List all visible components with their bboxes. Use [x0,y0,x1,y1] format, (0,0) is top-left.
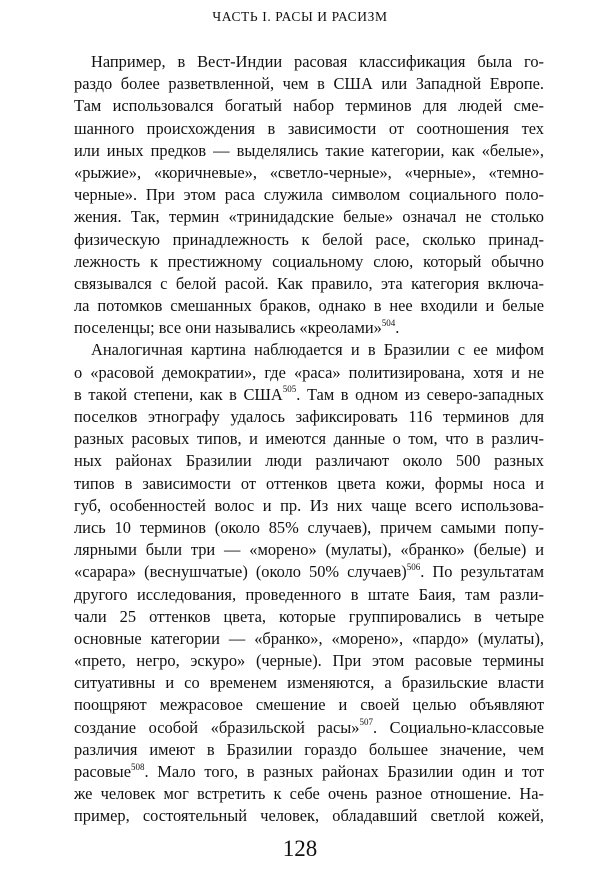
text-line: чали 25 оттенков цвета, которые группировались в четыре [74,606,544,626]
text-line: основные категории — «бранко», «морено», «пардо» (мулаты), [74,628,544,648]
text-line: ла потомков смешанных браков, однако в нее входили и белые [74,296,544,316]
footnote-ref: 505 [282,384,297,395]
text-line: физическую принадлежность к белой расе, сколько принад- [74,229,544,249]
text-line: или иных предков — выделялись такие категории, как «белые», [74,140,544,160]
text-line: пример, состоятельный человек, обладавший светлой кожей, [74,806,544,826]
text-line: жения. Так, термин «тринидадские белые» означал не столько [74,207,544,227]
text-line: «рыжие», «коричневые», «светло-черные», «черные», «темно- [74,162,544,182]
text-line: «прето, негро, эскуро» (черные). При этом расовые термины [74,651,544,671]
text-line: поселков этнографу удалось зафиксировать 116 терминов для [74,407,544,426]
text-line: типов в зависимости от оттенков цвета кожи, формы носа и [74,473,544,493]
text-line: лись 10 терминов (около 85% случаев), причем самыми попу- [74,517,544,537]
footnote-ref: 508 [130,761,145,772]
text-line: другого исследования, проведенного в штате Баия, там разли- [74,584,544,604]
text-line: ных районах Бразилии люди различают около 500 разных [74,451,544,471]
text-line: разных расовых типов, и имеются данные о том, что в различ- [74,429,544,449]
text-line: губ, особенностей волос и пр. Из них чаще всего использова- [74,495,544,515]
text-line: Аналогичная картина наблюдается и в Бразилии с ее мифом [91,340,544,360]
text-line: о «расовой демократии», где «раса» политизирована, хотя и не [74,362,544,382]
text-line: раздо более разветвленной, чем в США или Западной Европе. [74,74,544,94]
text-line: поощряют межрасовое смешение и своей целью объявляют [74,695,544,715]
text-line: же человек мог встретить к себе очень разное отношение. На- [74,784,544,804]
text-line: в такой степени, как в США$^{505}$. Там в одном из северо-западных [74,384,544,404]
text-line: поселенцы; все они назывались «креолами»$^{504}$. [74,317,400,338]
footnote-ref: 504 [381,317,396,328]
footnote-ref: 507 [359,717,373,728]
text-line: лежность к престижному социальному слою, который обычно [74,251,544,271]
text-line: создание особой «бразильской расы»$^{507}$. Социально-классовые [74,717,544,737]
text-line: Там использовался богатый набор терминов для людей сме- [74,96,544,116]
text-line: расовые$^{508}$. Мало того, в разных районах Бразилии один и тот [74,761,544,781]
text-line: «сарара» (веснушчатые) (около 50% случаев)$^{506}$. По результатам [74,561,544,582]
running-head: ЧАСТЬ I. РАСЫ И РАСИЗМ [212,9,388,24]
text-line: шанного происхождения в зависимости от соотношения тех [74,118,544,138]
body-text [74,51,544,828]
footnote-ref: 506 [406,561,421,572]
text-line: черные». При этом раса служила символом социального поло- [74,185,544,205]
page-number: 128 [282,836,318,861]
text-line: связывался с белой расой. Как правило, эта категория включа- [74,273,544,293]
text-line: ситуативны и со временем изменяются, а бразильские власти [74,673,544,693]
text-line: различия имеют в Бразилии гораздо большее значение, чем [74,739,544,759]
text-line: лярными были три — «морено» (мулаты), «бранко» (белые) и [74,540,544,560]
text-line: Например, в Вест-Индии расовая классификация была го- [91,52,544,71]
